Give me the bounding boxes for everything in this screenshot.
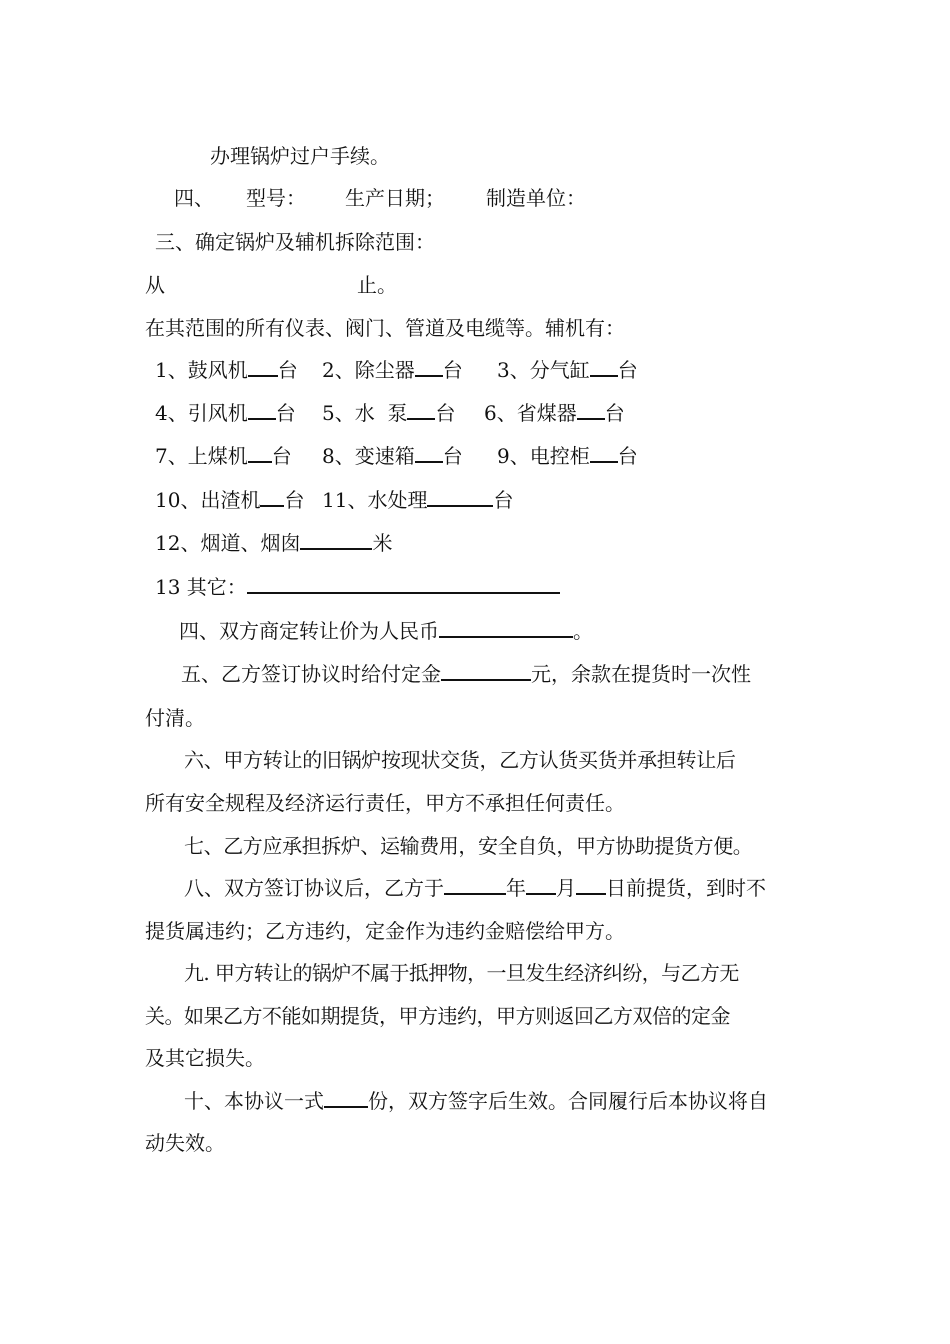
paragraph-text: 月	[556, 876, 576, 900]
paragraph-text: 关。如果乙方不能如期提货，甲方违约，甲方则返回乙方双倍的定金	[145, 1004, 730, 1028]
aux-row	[155, 400, 296, 426]
unit-label: 台	[442, 444, 463, 468]
aux-row	[155, 443, 292, 469]
paragraph-deposit	[145, 661, 807, 687]
paragraph-text: 九. 甲方转让的锅炉不属于抵押物，一旦发生经济纠纷，与乙方无	[184, 961, 739, 985]
aux-item-label: 1、鼓风机	[155, 358, 248, 382]
blank-field	[526, 875, 556, 895]
paragraph-text: 五、乙方签订协议时给付定金	[181, 662, 441, 686]
aux-row	[484, 400, 625, 426]
manufacturer-label: 制造单位：	[486, 186, 586, 210]
aux-item-label: 11、水处理	[322, 488, 428, 512]
aux-item-label: 7、上煤机	[155, 444, 248, 468]
blank-field	[407, 400, 435, 420]
aux-item-label: 2、除尘器	[322, 358, 415, 382]
blank-field	[324, 1088, 368, 1108]
blank-field	[415, 357, 443, 377]
blank-field	[444, 875, 506, 895]
blank-field	[248, 400, 276, 420]
paragraph-pickup	[184, 875, 766, 901]
aux-row	[155, 357, 298, 383]
blank-field	[248, 357, 278, 377]
blank-field	[300, 530, 372, 550]
unit-label: 米	[372, 531, 393, 555]
paragraph-text: 。	[573, 619, 593, 643]
aux-item-label: 13 其它：	[155, 575, 247, 599]
blank-field	[260, 487, 284, 507]
paragraph-text: 动失效。	[145, 1131, 225, 1155]
aux-item-label: 3、分气缸	[497, 358, 590, 382]
blank-field	[248, 443, 272, 463]
paragraph-text: 六、甲方转让的旧锅炉按现状交货，乙方认货买货并承担转让后	[184, 748, 736, 772]
unit-label: 台	[277, 358, 298, 382]
blank-field	[576, 875, 606, 895]
model-label: 型号：	[246, 186, 306, 210]
aux-row	[322, 400, 455, 426]
aux-row	[497, 443, 638, 469]
unit-label: 台	[275, 401, 296, 425]
paragraph-text: 元，余款在提货时一次性	[531, 662, 751, 686]
paragraph-text: 及其它损失。	[145, 1046, 265, 1070]
aux-row	[155, 574, 560, 600]
unit-label: 台	[271, 444, 292, 468]
blank-field	[590, 357, 618, 377]
aux-row	[497, 357, 638, 383]
section-three-heading: 三、确定锅炉及辅机拆除范围：	[155, 230, 435, 254]
blank-field	[247, 574, 560, 594]
paragraph-text: 付清。	[145, 706, 205, 730]
aux-item-label: 10、出渣机	[155, 488, 261, 512]
range-from-label: 从	[145, 273, 165, 297]
paragraph-copies	[184, 1088, 768, 1114]
aux-row	[155, 530, 392, 556]
paragraph-text: 四、双方商定转让价为人民币	[179, 619, 439, 643]
paragraph-price	[179, 618, 593, 644]
paragraph-text: 份，双方签字后生效。合同履行后本协议将自	[368, 1089, 768, 1113]
text-line: 在其范围的所有仪表、阀门、管道及电缆等。辅机有：	[145, 316, 625, 340]
aux-item-label: 8、变速箱	[322, 444, 415, 468]
aux-item-label: 4、引风机	[155, 401, 248, 425]
paragraph-text: 所有安全规程及经济运行责任，甲方不承担任何责任。	[145, 791, 625, 815]
blank-field	[577, 400, 605, 420]
unit-label: 台	[617, 358, 638, 382]
aux-row	[322, 357, 463, 383]
unit-label: 台	[435, 401, 456, 425]
blank-field	[415, 443, 443, 463]
unit-label: 台	[604, 401, 625, 425]
text-line: 办理锅炉过户手续。	[210, 144, 390, 168]
paragraph-text: 七、乙方应承担拆炉、运输费用，安全自负，甲方协助提货方便。	[184, 834, 753, 858]
aux-item-label: 12、烟道、烟囱	[155, 531, 301, 555]
paragraph-text: 十、本协议一式	[184, 1089, 324, 1113]
paragraph-text: 日前提货，到时不	[606, 876, 766, 900]
paragraph-text: 年	[506, 876, 526, 900]
blank-field	[441, 661, 531, 681]
unit-label: 台	[617, 444, 638, 468]
unit-label: 台	[284, 488, 305, 512]
blank-field	[427, 487, 493, 507]
aux-item-label: 6、省煤器	[484, 401, 577, 425]
aux-item-label: 5、水 泵	[322, 401, 408, 425]
aux-row	[155, 487, 304, 513]
paragraph-text: 八、双方签订协议后，乙方于	[184, 876, 444, 900]
unit-label: 台	[442, 358, 463, 382]
blank-field	[439, 618, 573, 638]
aux-item-label: 9、电控柜	[497, 444, 590, 468]
production-date-label: 生产日期；	[345, 186, 445, 210]
aux-row	[322, 443, 463, 469]
paragraph-text: 提货属违约；乙方违约，定金作为违约金赔偿给甲方。	[145, 919, 625, 943]
range-to-label: 止。	[357, 273, 397, 297]
section-four-label: 四、	[174, 186, 214, 210]
aux-row	[322, 487, 513, 513]
blank-field	[590, 443, 618, 463]
unit-label: 台	[493, 488, 514, 512]
